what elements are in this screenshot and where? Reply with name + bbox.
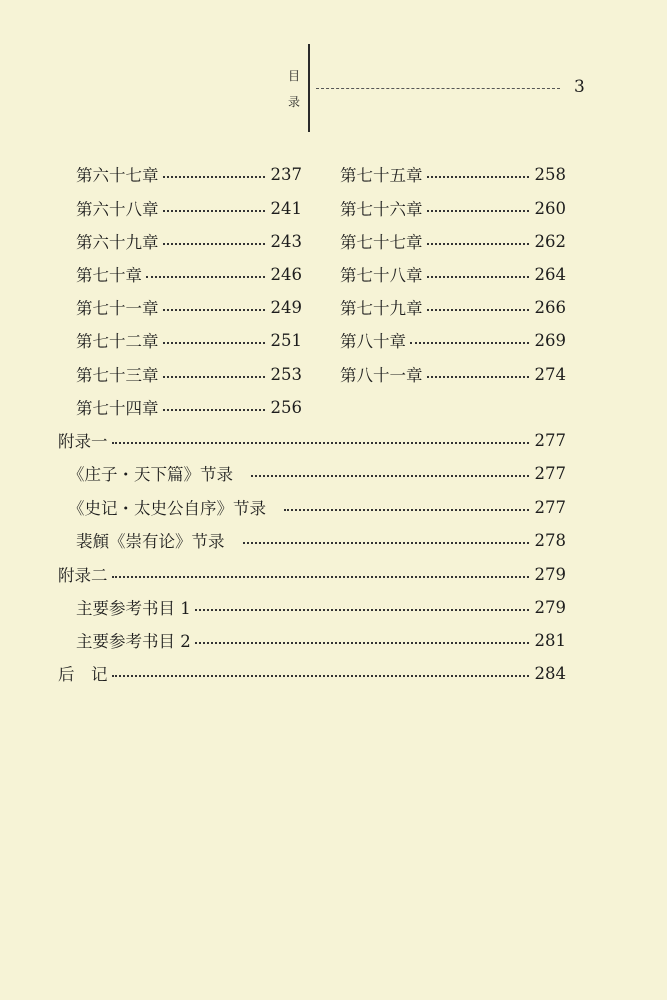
toc-entry-title: 附录一 — [58, 432, 108, 451]
toc-entry-title: 第七十二章 — [76, 332, 159, 351]
toc-entry-page: 256 — [270, 397, 302, 417]
toc-entry-page: 266 — [534, 297, 566, 317]
toc-entry-appendix-1-item-1[interactable] — [68, 461, 566, 485]
dot-leader — [163, 176, 265, 178]
toc-entry-title: 《庄子・天下篇》节录 — [68, 465, 233, 484]
dot-leader — [163, 309, 265, 311]
toc-entry-title: 第七十八章 — [340, 266, 423, 285]
toc-entry-title: 第七十四章 — [76, 399, 159, 418]
toc-entry-page: 269 — [534, 330, 566, 350]
toc-entry-page: 278 — [534, 530, 566, 550]
toc-entry-page: 274 — [534, 364, 566, 384]
toc-entry-title: 裴頠《崇有论》节录 — [76, 532, 225, 551]
dot-leader — [146, 276, 265, 278]
dot-leader — [427, 176, 529, 178]
toc-entry-page: 281 — [534, 630, 566, 650]
toc-entry-title: 第七十章 — [76, 266, 142, 285]
toc-entry-page: 260 — [534, 198, 566, 218]
toc-entry-page: 253 — [270, 364, 302, 384]
toc-entry-chapter-77[interactable] — [340, 229, 566, 253]
dot-leader — [243, 542, 529, 544]
toc-entry-chapter-71[interactable] — [76, 295, 302, 319]
toc-entry-title: 后 记 — [58, 665, 108, 684]
toc-entry-page: 243 — [270, 231, 302, 251]
toc-entry-page: 251 — [270, 330, 302, 350]
toc-entry-chapter-68[interactable] — [76, 196, 302, 220]
dot-leader — [112, 576, 529, 578]
dot-leader — [427, 309, 529, 311]
header-dashed-rule — [316, 88, 560, 89]
toc-entry-title: 第七十一章 — [76, 299, 159, 318]
dot-leader — [284, 509, 529, 511]
dot-leader — [195, 642, 529, 644]
dot-leader — [427, 376, 529, 378]
toc-entry-title: 第七十六章 — [340, 200, 423, 219]
toc-entry-page: 284 — [534, 663, 566, 683]
toc-entry-chapter-72[interactable] — [76, 328, 302, 352]
toc-entry-chapter-79[interactable] — [340, 295, 566, 319]
toc-entry-chapter-76[interactable] — [340, 196, 566, 220]
dot-leader — [163, 409, 265, 411]
toc-entry-title: 第七十九章 — [340, 299, 423, 318]
dot-leader — [195, 609, 529, 611]
toc-entry-chapter-73[interactable] — [76, 362, 302, 386]
toc-entry-page: 277 — [534, 430, 566, 450]
toc-entry-page: 279 — [534, 564, 566, 584]
toc-entry-title: 第六十九章 — [76, 233, 159, 252]
dot-leader — [251, 475, 529, 477]
dot-leader — [163, 210, 265, 212]
toc-entry-postscript[interactable] — [58, 661, 566, 685]
toc-entry-page: 277 — [534, 497, 566, 517]
toc-entry-chapter-67[interactable] — [76, 162, 302, 186]
toc-entry-title: 第六十八章 — [76, 200, 159, 219]
toc-entry-title: 第六十七章 — [76, 166, 159, 185]
toc-entry-title: 主要参考书目 2 — [76, 632, 191, 651]
page-number: 3 — [574, 77, 585, 97]
dot-leader — [112, 442, 529, 444]
dot-leader — [163, 243, 265, 245]
toc-entry-chapter-81[interactable] — [340, 362, 566, 386]
toc-entry-title: 第七十七章 — [340, 233, 423, 252]
header-vertical-rule — [308, 44, 310, 132]
toc-entry-page: 262 — [534, 231, 566, 251]
dot-leader — [427, 243, 529, 245]
toc-entry-title: 第八十一章 — [340, 366, 423, 385]
toc-entry-chapter-70[interactable] — [76, 262, 302, 286]
toc-entry-title: 第八十章 — [340, 332, 406, 351]
toc-entry-chapter-78[interactable] — [340, 262, 566, 286]
toc-entry-title: 主要参考书目 1 — [76, 599, 191, 618]
toc-entry-page: 258 — [534, 164, 566, 184]
toc-entry-page: 246 — [270, 264, 302, 284]
toc-entry-appendix-2[interactable] — [58, 562, 566, 586]
toc-entry-title: 第七十三章 — [76, 366, 159, 385]
toc-entry-chapter-74[interactable] — [76, 395, 302, 419]
toc-entry-appendix-1-item-3[interactable] — [76, 528, 566, 552]
toc-entry-page: 264 — [534, 264, 566, 284]
toc-entry-chapter-75[interactable] — [340, 162, 566, 186]
toc-entry-chapter-80[interactable] — [340, 328, 566, 352]
toc-entry-page: 241 — [270, 198, 302, 218]
dot-leader — [112, 675, 529, 677]
toc-entry-appendix-1-item-2[interactable] — [68, 495, 566, 519]
dot-leader — [163, 342, 265, 344]
header-label-mu: 目 — [288, 69, 301, 83]
toc-entry-title: 第七十五章 — [340, 166, 423, 185]
toc-entry-chapter-69[interactable] — [76, 229, 302, 253]
dot-leader — [427, 276, 529, 278]
toc-entry-title: 附录二 — [58, 566, 108, 585]
toc-entry-page: 279 — [534, 597, 566, 617]
toc-entry-page: 277 — [534, 463, 566, 483]
toc-entry-appendix-2-item-1[interactable] — [76, 595, 566, 619]
toc-entry-page: 237 — [270, 164, 302, 184]
toc-entry-title: 《史记・太史公自序》节录 — [68, 499, 266, 518]
toc-entry-page: 249 — [270, 297, 302, 317]
dot-leader — [410, 342, 529, 344]
dot-leader — [427, 210, 529, 212]
toc-entry-appendix-2-item-2[interactable] — [76, 628, 566, 652]
toc-entry-appendix-1[interactable] — [58, 428, 566, 452]
dot-leader — [163, 376, 265, 378]
header-label-lu: 录 — [288, 95, 301, 109]
